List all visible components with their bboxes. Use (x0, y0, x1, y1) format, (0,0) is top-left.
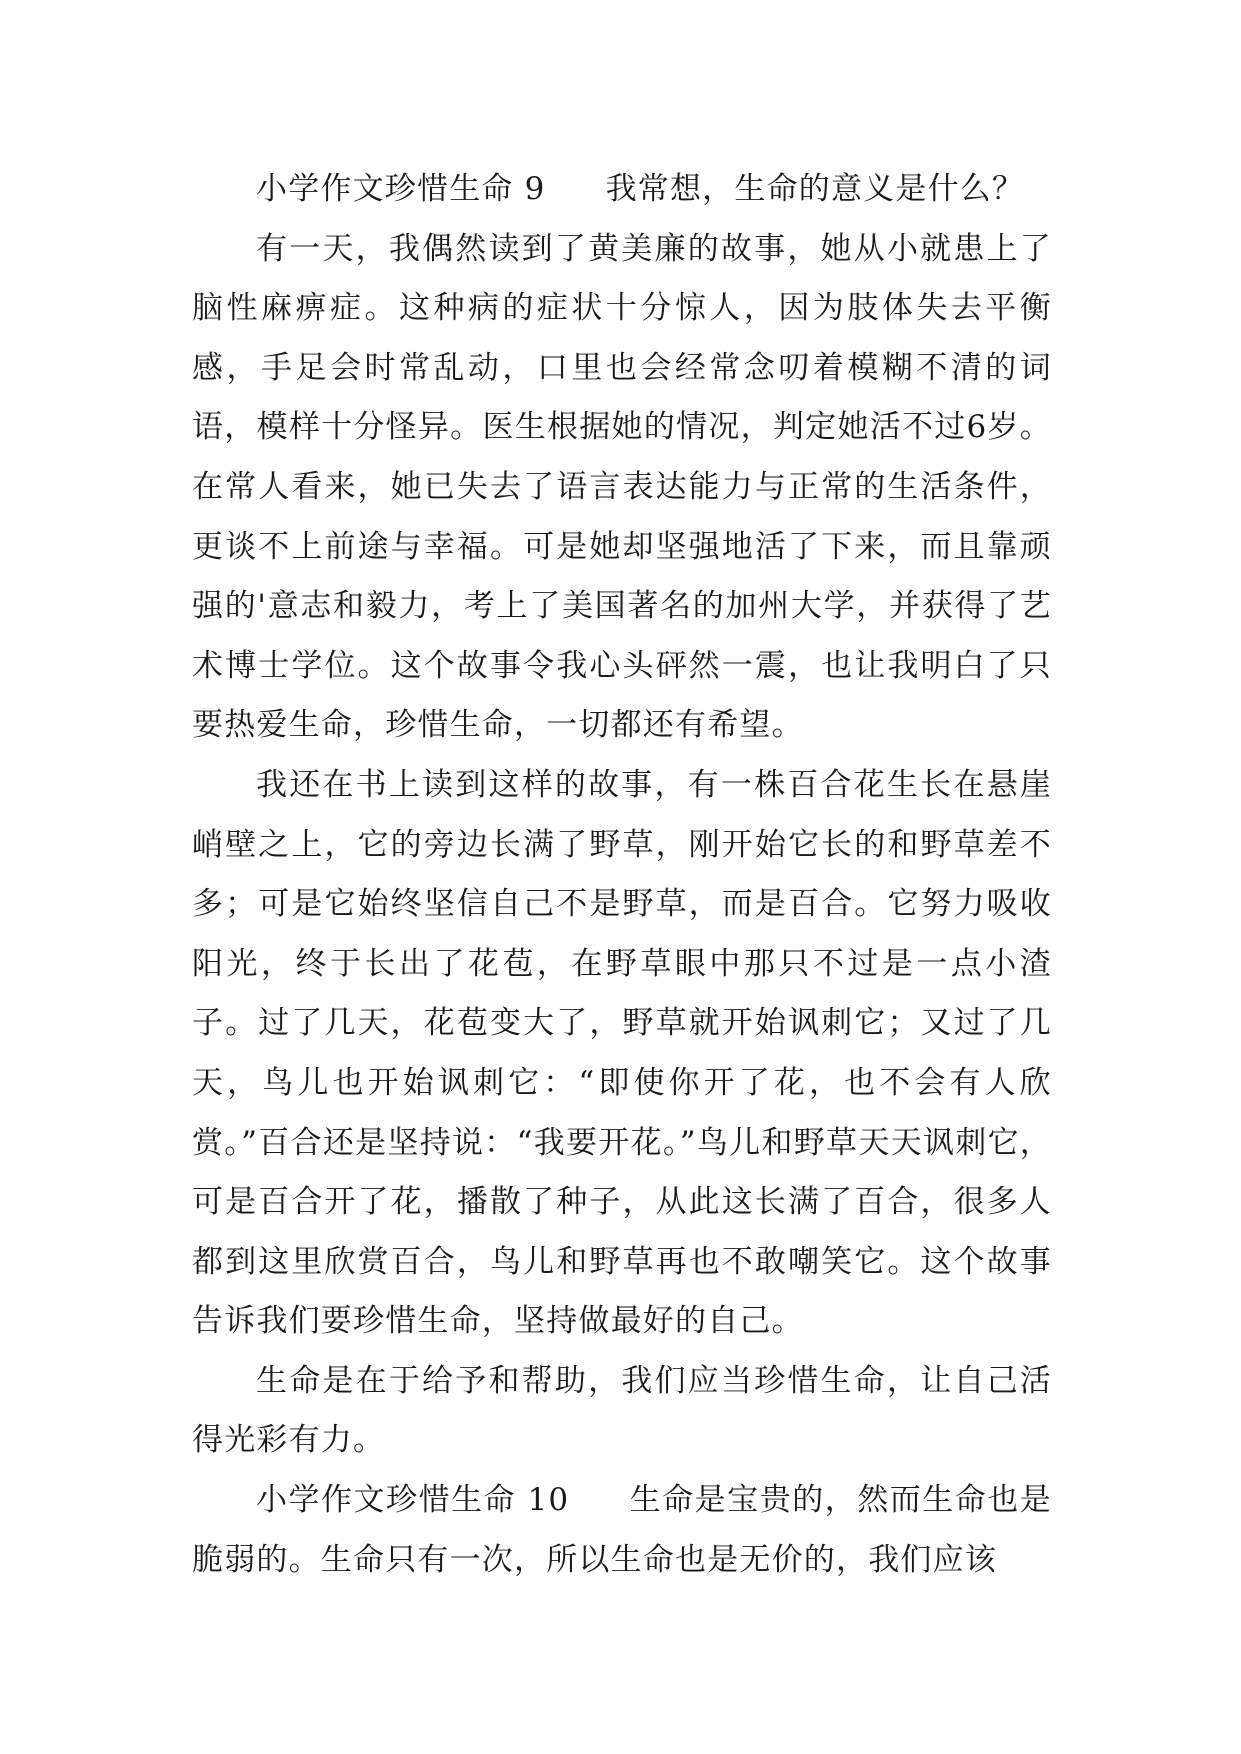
document-body (192, 160, 1052, 1590)
essay-10-opening (192, 1471, 1052, 1590)
essay-10-heading: 小学作文珍惜生命 10 (256, 1482, 570, 1519)
paragraph-3: 我还在书上读到这样的故事，有一株百合花生长在悬崖峭壁之上，它的旁边长满了野草，刚开始它长的和野草差不多；可是它始终坚信自己不是野草，而是百合。它努力吸收阳光，终于长出了花苞，在野草眼中那只不过是一点小渣子。过了几天，花苞变大了，野草就开始讽刺它；又过了几天，鸟儿也开始讽刺它：“即使你开了花，也不会有人欣赏。”百合还是坚持说：“我要开花。”鸟儿和野草天天讽刺它，可是百合开了花，播散了种子，从此这长满了百合，很多人都到这里欣赏百合，鸟儿和野草再也不敢嘲笑它。这个故事告诉我们要珍惜生命，坚持做最好的自己。 (192, 766, 1052, 1340)
essay-9-heading: 小学作文珍惜生命 9 (256, 171, 546, 207)
paragraph-2: 有一天，我偶然读到了黄美廉的故事，她从小就患上了脑性麻痹症。这种病的症状十分惊人，因为肢体失去平衡感，手足会时常乱动，口里也会经常念叨着模糊不清的词语，模样十分怪异。医生根据她的情况，判定她活不过6岁。在常人看来，她已失去了语言表达能力与正常的生活条件，更谈不上前途与幸福。可是她却坚强地活了下来，而且靠顽强的'意志和毅力，考上了美国著名的加州大学，并获得了艺术博士学位。这个故事令我心头砰然一震，也让我明白了只要热爱生命，珍惜生命，一切都还有希望。 (192, 230, 1052, 744)
essay-9-opening (192, 160, 1052, 220)
paragraph-1: 我常想，生命的意义是什么？ (605, 171, 1025, 207)
paragraph-4: 生命是在于给予和帮助，我们应当珍惜生命，让自己活得光彩有力。 (192, 1362, 1052, 1459)
essay-10-first-paragraph: 生命是宝贵的，然而生命也是脆弱的。生命只有一次，所以生命也是无价的，我们应该 (192, 1482, 1052, 1578)
